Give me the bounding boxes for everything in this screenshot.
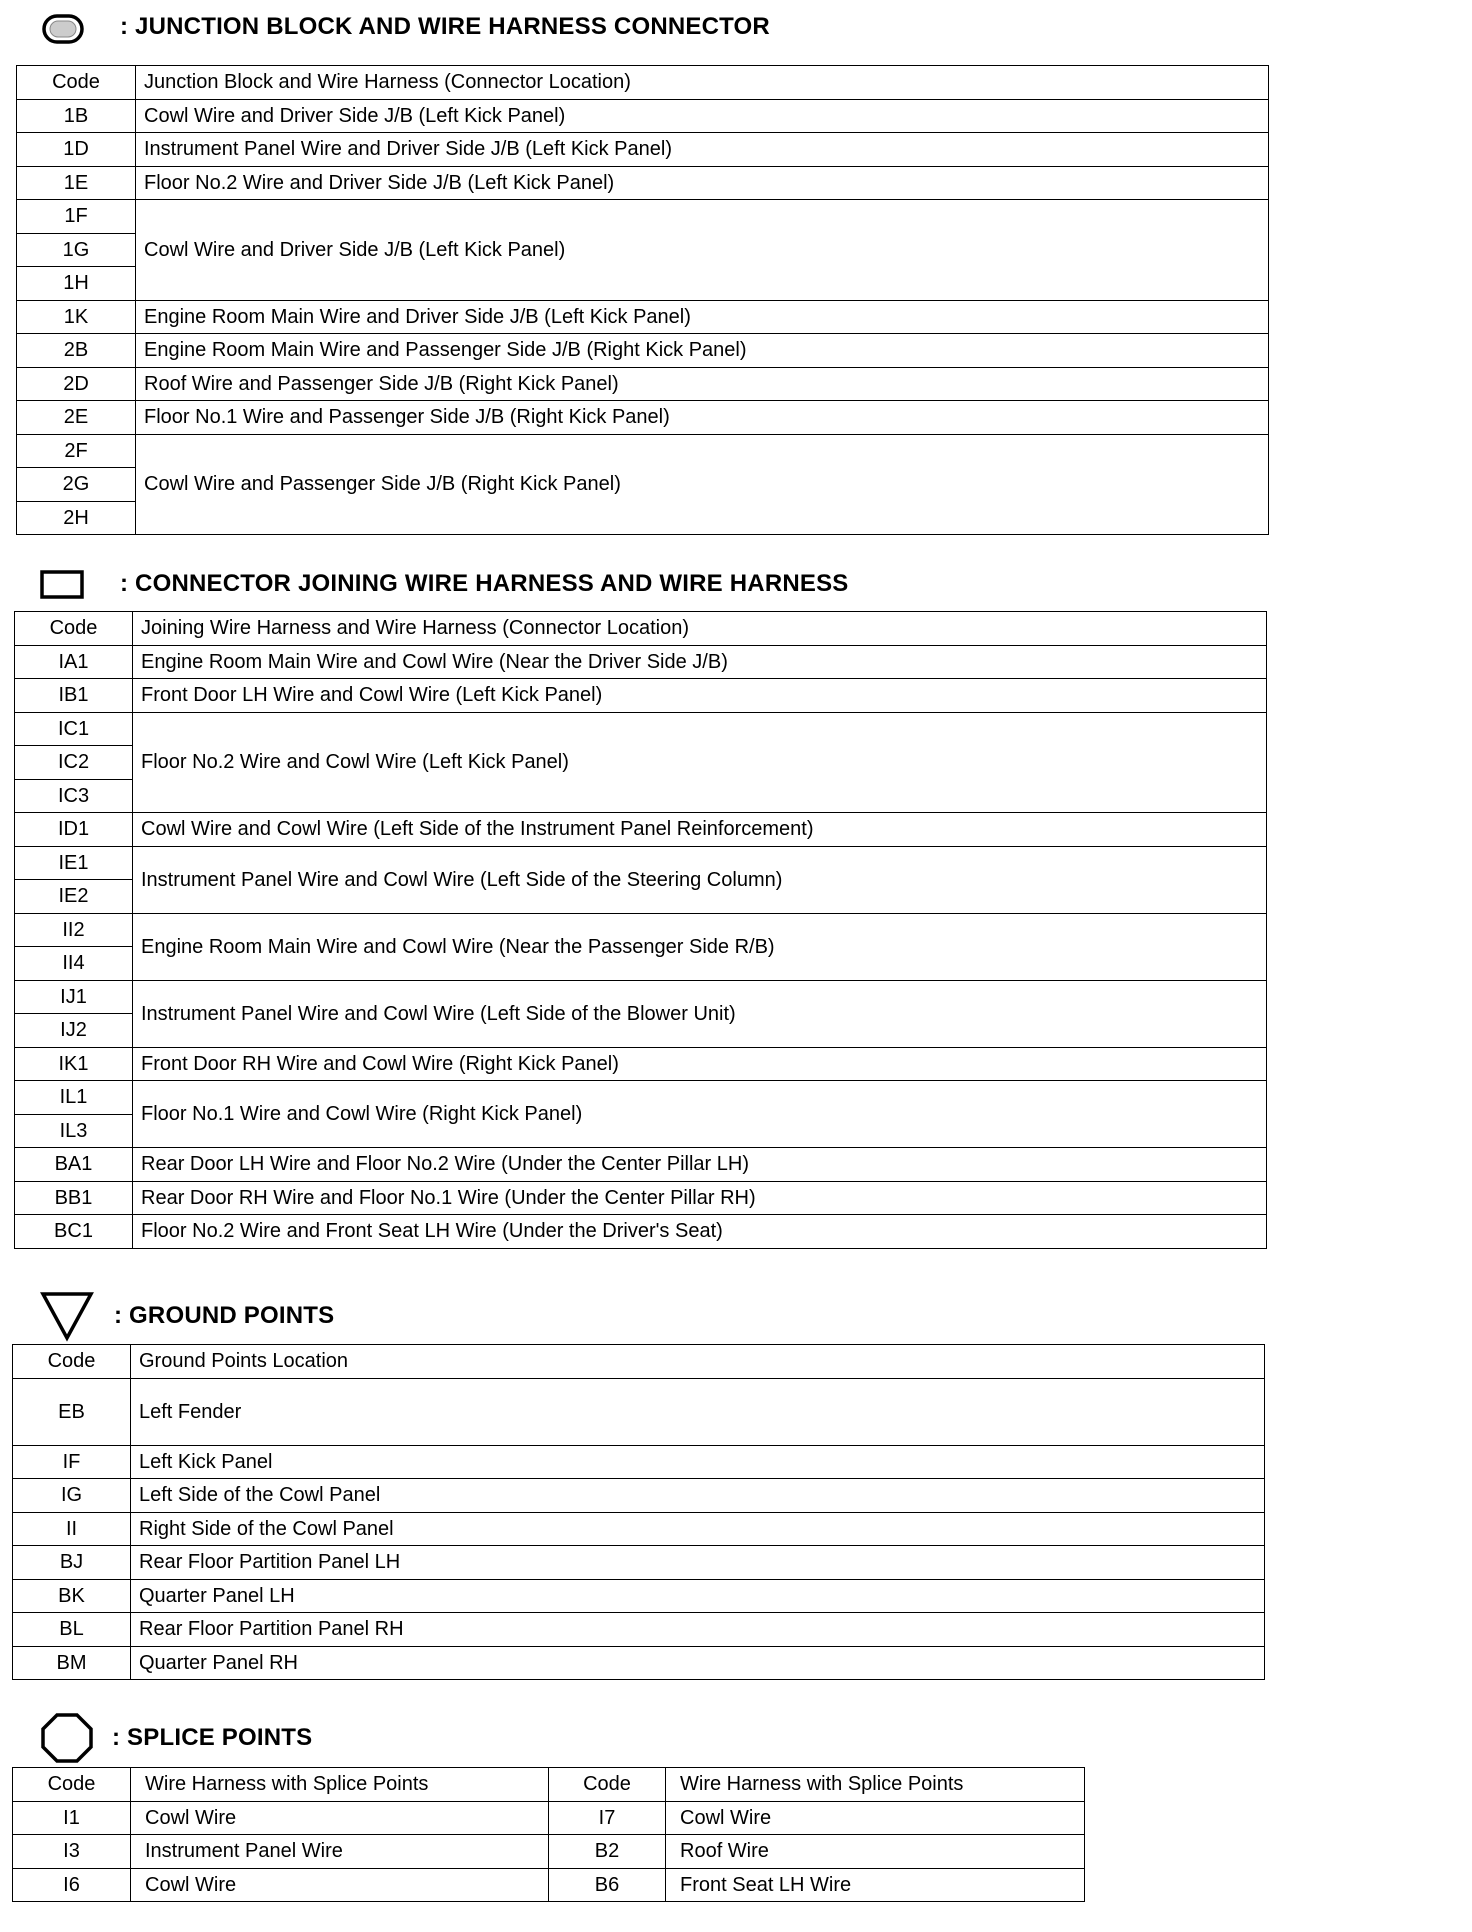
row-desc: Cowl Wire and Cowl Wire (Left Side of the Instrument Panel Reinforcement) <box>133 813 1267 847</box>
row-code: BM <box>13 1646 131 1680</box>
table-row <box>15 1215 1267 1249</box>
row-desc: Instrument Panel Wire and Cowl Wire (Left Side of the Steering Column) <box>133 846 1267 913</box>
row-code: IB1 <box>15 679 133 713</box>
row-code: BB1 <box>15 1181 133 1215</box>
header-code: Code <box>15 612 133 646</box>
junction-section-heading <box>40 7 770 47</box>
row-code: 1D <box>17 133 136 167</box>
header-code-2: Code <box>549 1768 666 1802</box>
table-row <box>17 334 1269 368</box>
row-code: I1 <box>13 1801 131 1835</box>
table-row <box>15 813 1267 847</box>
table-row <box>17 99 1269 133</box>
row-code: 2D <box>17 367 136 401</box>
table-row <box>15 846 1267 880</box>
table-header-row <box>13 1768 1085 1802</box>
row-code: IE2 <box>15 880 133 914</box>
row-code-2: I7 <box>549 1801 666 1835</box>
table-row <box>15 1148 1267 1182</box>
row-code: II2 <box>15 913 133 947</box>
table-row <box>17 133 1269 167</box>
row-code-2: B6 <box>549 1868 666 1902</box>
table-row <box>13 1378 1265 1445</box>
row-desc: Instrument Panel Wire <box>131 1835 549 1869</box>
row-code: IF <box>13 1445 131 1479</box>
row-desc: Floor No.2 Wire and Cowl Wire (Left Kick Panel) <box>133 712 1267 813</box>
row-code: ID1 <box>15 813 133 847</box>
ground-table <box>12 1344 1265 1680</box>
row-desc-2: Roof Wire <box>666 1835 1085 1869</box>
table-header-row <box>13 1345 1265 1379</box>
table-row <box>17 300 1269 334</box>
row-desc: Engine Room Main Wire and Cowl Wire (Near the Passenger Side R/B) <box>133 913 1267 980</box>
row-code: 1G <box>17 233 136 267</box>
table-header-row <box>15 612 1267 646</box>
row-desc: Cowl Wire and Passenger Side J/B (Right Kick Panel) <box>136 434 1269 535</box>
square-connector-icon <box>40 564 94 604</box>
row-desc: Quarter Panel RH <box>131 1646 1265 1680</box>
table-row <box>13 1613 1265 1647</box>
row-desc: Roof Wire and Passenger Side J/B (Right Kick Panel) <box>136 367 1269 401</box>
table-row <box>15 980 1267 1014</box>
header-code: Code <box>13 1768 131 1802</box>
row-code: IJ1 <box>15 980 133 1014</box>
table-row <box>13 1801 1085 1835</box>
header-desc-2: Wire Harness with Splice Points <box>666 1768 1085 1802</box>
row-code: 1F <box>17 200 136 234</box>
splice-section-title: : SPLICE POINTS <box>112 1724 313 1751</box>
table-row <box>15 1181 1267 1215</box>
row-desc: Cowl Wire <box>131 1801 549 1835</box>
header-desc: Wire Harness with Splice Points <box>131 1768 549 1802</box>
table-row <box>17 367 1269 401</box>
row-code: IL1 <box>15 1081 133 1115</box>
splice-octagon-icon <box>40 1712 94 1764</box>
row-code-2: B2 <box>549 1835 666 1869</box>
table-row <box>13 1479 1265 1513</box>
header-desc: Junction Block and Wire Harness (Connector Location) <box>136 66 1269 100</box>
row-desc: Floor No.1 Wire and Cowl Wire (Right Kick Panel) <box>133 1081 1267 1148</box>
row-desc: Engine Room Main Wire and Driver Side J/B (Left Kick Panel) <box>136 300 1269 334</box>
row-desc: Floor No.2 Wire and Driver Side J/B (Left Kick Panel) <box>136 166 1269 200</box>
row-desc: Left Side of the Cowl Panel <box>131 1479 1265 1513</box>
row-code: BJ <box>13 1546 131 1580</box>
row-desc: Left Fender <box>131 1378 1265 1445</box>
row-code: I3 <box>13 1835 131 1869</box>
row-desc: Left Kick Panel <box>131 1445 1265 1479</box>
header-desc: Joining Wire Harness and Wire Harness (Connector Location) <box>133 612 1267 646</box>
table-row <box>13 1445 1265 1479</box>
row-code: BK <box>13 1579 131 1613</box>
row-code: EB <box>13 1378 131 1445</box>
ground-section-title: : GROUND POINTS <box>114 1302 335 1329</box>
row-desc: Quarter Panel LH <box>131 1579 1265 1613</box>
row-desc: Cowl Wire and Driver Side J/B (Left Kick Panel) <box>136 200 1269 301</box>
table-row <box>15 913 1267 947</box>
row-code: II4 <box>15 947 133 981</box>
joining-section-heading <box>40 564 849 604</box>
joining-table <box>14 611 1267 1249</box>
junction-table <box>16 65 1269 535</box>
junction-section-title: : JUNCTION BLOCK AND WIRE HARNESS CONNECTOR <box>120 13 770 40</box>
row-code: 1E <box>17 166 136 200</box>
table-row <box>17 166 1269 200</box>
row-code: IC2 <box>15 746 133 780</box>
row-code: IE1 <box>15 846 133 880</box>
splice-section-heading <box>40 1712 312 1764</box>
header-desc: Ground Points Location <box>131 1345 1265 1379</box>
splice-table <box>12 1767 1085 1902</box>
row-code: I6 <box>13 1868 131 1902</box>
table-row <box>17 401 1269 435</box>
row-desc: Rear Floor Partition Panel LH <box>131 1546 1265 1580</box>
joining-section-title: : CONNECTOR JOINING WIRE HARNESS AND WIRE HARNESS <box>120 570 849 597</box>
junction-block-icon <box>40 7 94 47</box>
row-desc: Right Side of the Cowl Panel <box>131 1512 1265 1546</box>
row-desc: Rear Door RH Wire and Floor No.1 Wire (Under the Center Pillar RH) <box>133 1181 1267 1215</box>
table-row <box>13 1646 1265 1680</box>
table-row <box>15 1081 1267 1115</box>
row-desc: Instrument Panel Wire and Cowl Wire (Left Side of the Blower Unit) <box>133 980 1267 1047</box>
row-code: IC3 <box>15 779 133 813</box>
row-code: 1K <box>17 300 136 334</box>
table-row <box>13 1546 1265 1580</box>
ground-section-heading <box>40 1288 334 1344</box>
row-code: 2B <box>17 334 136 368</box>
table-row <box>15 712 1267 746</box>
row-desc: Front Door RH Wire and Cowl Wire (Right Kick Panel) <box>133 1047 1267 1081</box>
table-row <box>13 1868 1085 1902</box>
row-code: 1B <box>17 99 136 133</box>
table-row <box>15 679 1267 713</box>
table-row <box>13 1512 1265 1546</box>
row-code: IA1 <box>15 645 133 679</box>
row-desc: Instrument Panel Wire and Driver Side J/B (Left Kick Panel) <box>136 133 1269 167</box>
row-code: BC1 <box>15 1215 133 1249</box>
row-code: IG <box>13 1479 131 1513</box>
row-code: 2F <box>17 434 136 468</box>
row-desc: Front Door LH Wire and Cowl Wire (Left Kick Panel) <box>133 679 1267 713</box>
header-code: Code <box>13 1345 131 1379</box>
table-row <box>15 645 1267 679</box>
row-desc: Floor No.2 Wire and Front Seat LH Wire (Under the Driver's Seat) <box>133 1215 1267 1249</box>
row-desc: Engine Room Main Wire and Cowl Wire (Near the Driver Side J/B) <box>133 645 1267 679</box>
table-row <box>13 1835 1085 1869</box>
row-code: IC1 <box>15 712 133 746</box>
row-desc: Rear Door LH Wire and Floor No.2 Wire (Under the Center Pillar LH) <box>133 1148 1267 1182</box>
row-code: IK1 <box>15 1047 133 1081</box>
row-code: II <box>13 1512 131 1546</box>
table-row <box>15 1047 1267 1081</box>
row-code: BL <box>13 1613 131 1647</box>
table-row <box>17 434 1269 468</box>
table-header-row <box>17 66 1269 100</box>
row-desc: Cowl Wire and Driver Side J/B (Left Kick Panel) <box>136 99 1269 133</box>
header-code: Code <box>17 66 136 100</box>
row-desc: Floor No.1 Wire and Passenger Side J/B (Right Kick Panel) <box>136 401 1269 435</box>
row-code: 1H <box>17 267 136 301</box>
table-row <box>17 200 1269 234</box>
table-row <box>13 1579 1265 1613</box>
row-code: BA1 <box>15 1148 133 1182</box>
ground-triangle-icon <box>40 1288 94 1344</box>
row-code: IL3 <box>15 1114 133 1148</box>
row-desc-2: Cowl Wire <box>666 1801 1085 1835</box>
row-desc: Rear Floor Partition Panel RH <box>131 1613 1265 1647</box>
row-desc: Engine Room Main Wire and Passenger Side J/B (Right Kick Panel) <box>136 334 1269 368</box>
row-code: IJ2 <box>15 1014 133 1048</box>
row-code: 2G <box>17 468 136 502</box>
row-code: 2E <box>17 401 136 435</box>
row-code: 2H <box>17 501 136 535</box>
row-desc: Cowl Wire <box>131 1868 549 1902</box>
row-desc-2: Front Seat LH Wire <box>666 1868 1085 1902</box>
